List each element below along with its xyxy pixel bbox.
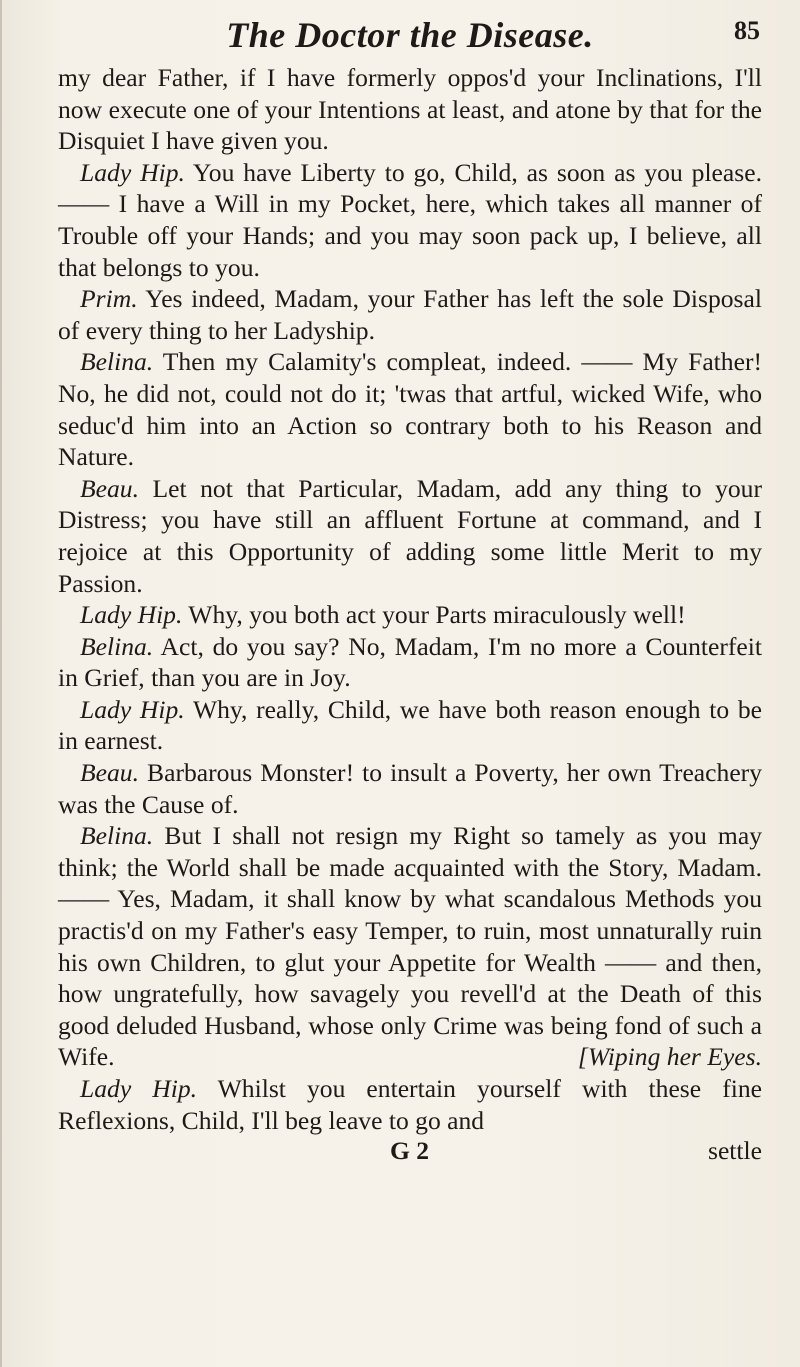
dialogue-paragraph xyxy=(58,599,762,631)
dialogue-paragraph xyxy=(58,820,762,1073)
dialogue-paragraph xyxy=(58,157,762,283)
catchword: settle xyxy=(707,1136,762,1166)
dialogue-paragraph xyxy=(58,1073,762,1136)
running-head xyxy=(58,4,762,56)
speech-text: You have Liberty to go, Child, as soon as you please. —— I have a Will in my Pocket, here, which takes all manner of Trouble off your Hands; and you may soon pack up, I believe, all that belongs to you. xyxy=(58,157,762,282)
stage-direction: [Wiping her Eyes. xyxy=(577,1042,762,1072)
speaker-name: Lady Hip. xyxy=(80,600,183,630)
speaker-name: Beau. xyxy=(80,473,139,503)
page-number: 85 xyxy=(734,16,760,45)
speech-text: Why, you both act your Parts miraculously well! xyxy=(182,600,686,630)
speech-text: Yes indeed, Madam, your Father has left the sole Disposal of every thing to her Ladyship. xyxy=(58,284,762,345)
speaker-name: Lady Hip. xyxy=(80,694,185,724)
speaker-name: Belina. xyxy=(80,821,154,851)
speaker-name: Prim. xyxy=(80,284,138,314)
dialogue-paragraph xyxy=(58,283,762,346)
page-gutter-edge xyxy=(0,0,2,1367)
speaker-name: Lady Hip. xyxy=(80,1074,198,1103)
speech-text: Why, really, Child, we have both reason enough to be in earnest. xyxy=(58,694,763,756)
speech-text: my dear Father, if I have formerly oppos'd your Inclinations, I'll now execute one of your Intentions at least, and atone by that for the Disquiet I have given you. xyxy=(58,63,762,156)
speech-text: Barbarous Monster! to insult a Poverty, her own Treachery was the Cause of. xyxy=(58,758,762,819)
dialogue-paragraph xyxy=(58,473,762,599)
speaker-name: Belina. xyxy=(80,347,154,377)
running-title: The Doctor the Disease. xyxy=(226,15,594,55)
dialogue-paragraph xyxy=(58,757,762,820)
speech-text: Whilst you entertain yourself with these fine Reflexions, Child, I'll beg leave to go and xyxy=(58,1074,762,1135)
speech-text: Act, do you say? No, Madam, I'm no more a Counterfeit in Grief, than you are in Joy. xyxy=(58,631,762,693)
speech-text: Then my Calamity's compleat, indeed. —— My Father! No, he did not, could not do it; 'twas that artful, wicked Wife, who seduc'd him into an Action so contrary both to his Reason and Nature. xyxy=(58,347,762,472)
page-footer xyxy=(58,1136,762,1166)
body-text xyxy=(58,62,762,1136)
dialogue-paragraph xyxy=(58,346,762,472)
dialogue-paragraph xyxy=(58,694,762,757)
speaker-name: Beau. xyxy=(80,758,139,788)
speaker-name: Lady Hip. xyxy=(80,157,185,187)
speech-text: Let not that Particular, Madam, add any thing to your Distress; you have still an affluent Fortune at command, and I rejoice at this Opportunity of adding some little Merit to my Passion. xyxy=(58,473,762,598)
speech-text: But I shall not resign my Right so tamely as you may think; the World shall be made acquainted with the Story, Madam. —— Yes, Madam, it shall know by what scandalous Methods you practis'd on my Father's easy Temper, to ruin, most unnaturally ruin his own Children, to glut your Appetite for Wealth —— and then, how ungratefully, how savagely you revell'd at the Death of this good deluded Husband, whose only Crime was being fond of such a Wife. xyxy=(58,821,762,1072)
dialogue-paragraph xyxy=(58,631,762,694)
dialogue-paragraph xyxy=(58,62,762,157)
speaker-name: Belina. xyxy=(80,631,154,661)
signature-mark: G 2 xyxy=(390,1136,430,1166)
